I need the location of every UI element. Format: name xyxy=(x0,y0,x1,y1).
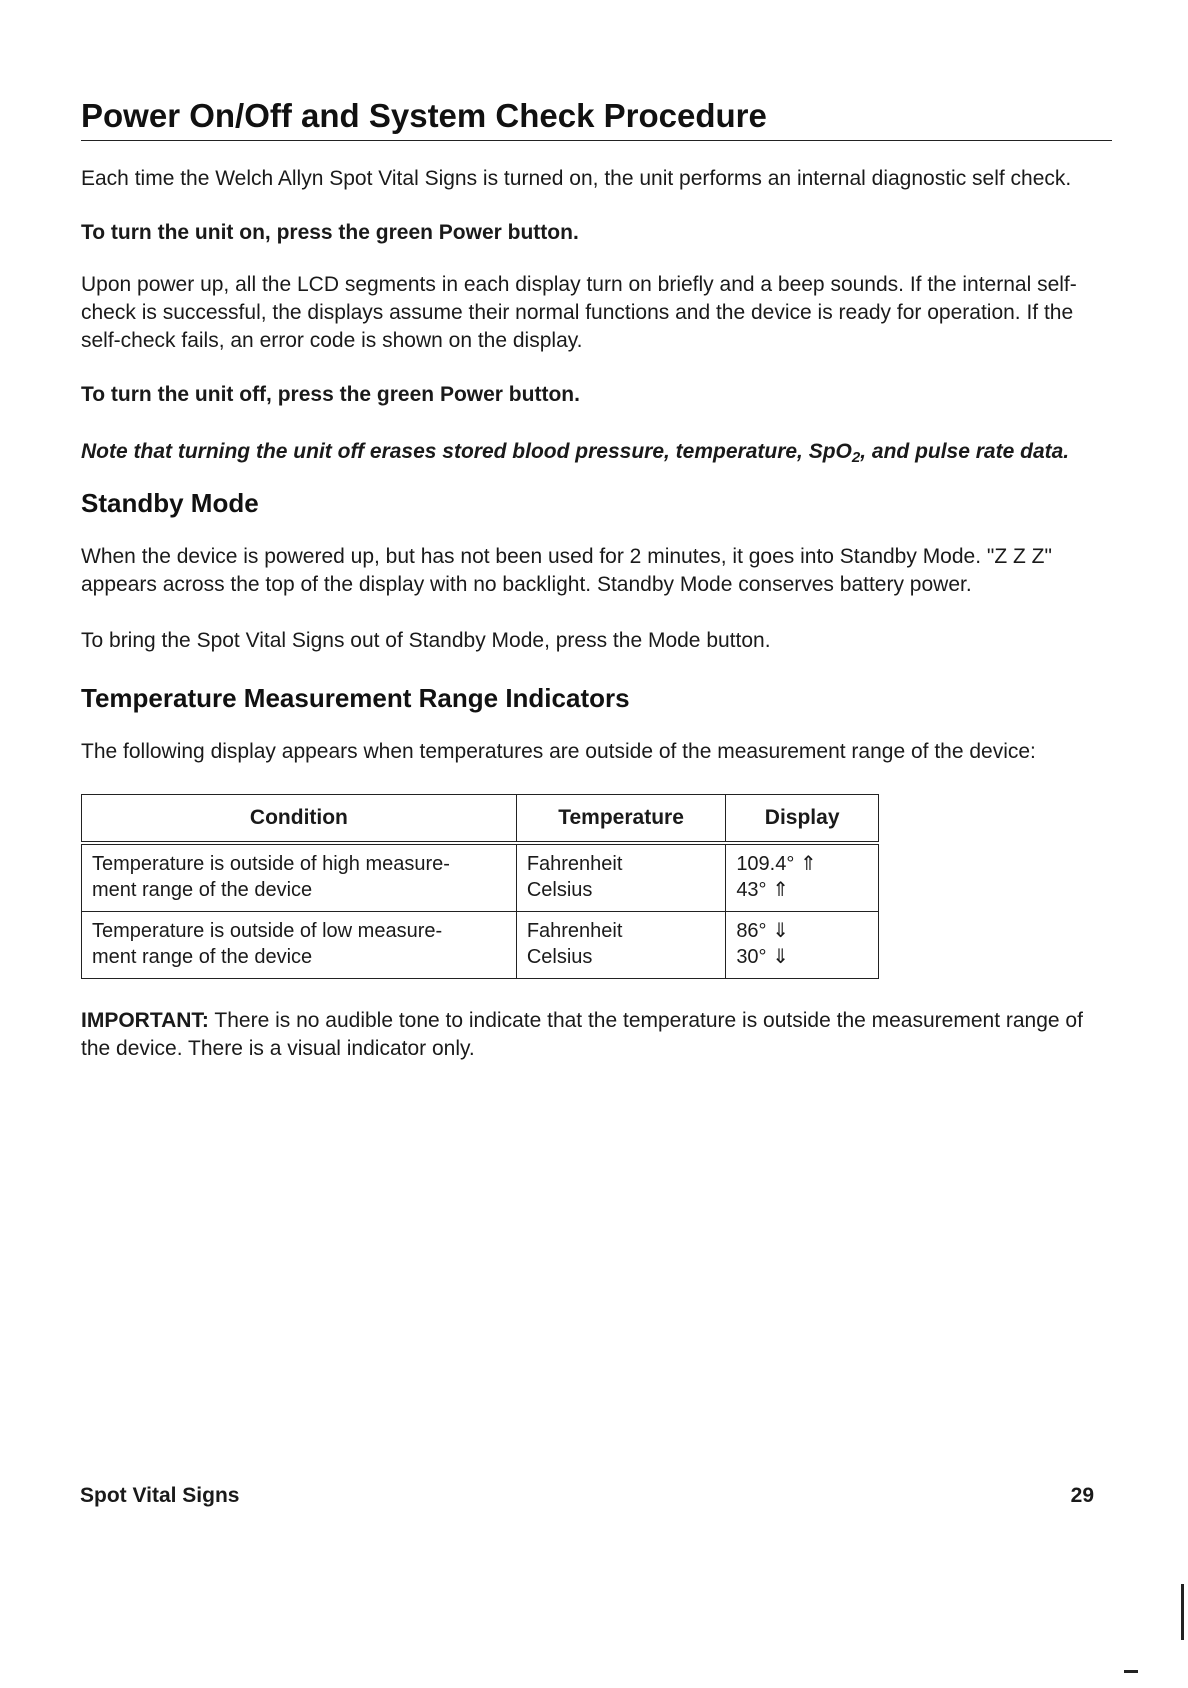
scan-edge-mark xyxy=(1181,1584,1184,1640)
page-title: Power On/Off and System Check Procedure xyxy=(81,97,1112,141)
important-label: IMPORTANT: xyxy=(81,1009,209,1032)
display-cell xyxy=(726,912,879,979)
standby-heading: Standby Mode xyxy=(81,488,259,518)
note-paragraph xyxy=(81,435,1112,468)
display-value: 86° ⇓ xyxy=(736,920,789,942)
standby-exit-paragraph: To bring the Spot Vital Signs out of Standby Mode, press the Mode button. xyxy=(81,629,771,652)
page-footer xyxy=(80,1484,1094,1508)
scan-edge-mark xyxy=(1124,1670,1138,1673)
temperature-cell xyxy=(516,912,726,979)
temperature-unit: Celsius xyxy=(526,879,593,901)
temperature-unit: Fahrenheit xyxy=(526,853,623,875)
condition-line: Temperature is outside of low measure- xyxy=(92,920,443,942)
turn-on-instruction: To turn the unit on, press the green Power button. xyxy=(81,221,579,244)
display-value: 30° ⇓ xyxy=(736,946,789,968)
header-display: Display xyxy=(726,795,879,844)
intro-paragraph: Each time the Welch Allyn Spot Vital Signs is turned on, the unit performs an internal diagnostic self check. xyxy=(81,167,1072,190)
condition-cell xyxy=(82,912,517,979)
note-subscript: 2 xyxy=(851,449,861,466)
condition-line: ment range of the device xyxy=(92,879,313,901)
display-value: 109.4° ⇑ xyxy=(736,853,817,875)
condition-cell xyxy=(82,843,517,912)
temp-range-heading: Temperature Measurement Range Indicators xyxy=(81,683,630,713)
header-condition: Condition xyxy=(82,795,517,844)
table-header-row xyxy=(82,795,879,844)
temperature-unit: Celsius xyxy=(526,946,593,968)
power-up-paragraph: Upon power up, all the LCD segments in each display turn on briefly and a beep sounds. If the internal self-check is successful, the displays assume their normal functions and the device is ready for operation. If the self-check fails, an error code is shown on the display. xyxy=(81,273,1077,352)
important-paragraph xyxy=(81,1007,1112,1063)
header-temperature: Temperature xyxy=(516,795,726,844)
display-cell xyxy=(726,843,879,912)
note-text-after: , and pulse rate data. xyxy=(860,440,1070,463)
condition-line: ment range of the device xyxy=(92,946,313,968)
standby-paragraph: When the device is powered up, but has not been used for 2 minutes, it goes into Standby Mode. "Z Z Z" appears across the top of the display with no backlight. Standby Mode conserves battery power. xyxy=(81,545,1052,596)
footer-title: Spot Vital Signs xyxy=(80,1484,240,1507)
note-text-before: Note that turning the unit off erases stored blood pressure, temperature, SpO xyxy=(81,440,852,463)
temperature-unit: Fahrenheit xyxy=(526,920,623,942)
temperature-cell xyxy=(516,843,726,912)
important-text: There is no audible tone to indicate that the temperature is outside the measurement range of the device. There is a visual indicator only. xyxy=(81,1009,1083,1060)
display-value: 43° ⇑ xyxy=(736,879,789,901)
table-row xyxy=(82,912,879,979)
condition-line: Temperature is outside of high measure- xyxy=(92,853,450,875)
page-body xyxy=(81,97,1112,1063)
temp-range-paragraph: The following display appears when temperatures are outside of the measurement range of the device: xyxy=(81,740,1036,763)
table-row xyxy=(82,843,879,912)
temp-range-table xyxy=(81,794,879,979)
turn-off-instruction: To turn the unit off, press the green Power button. xyxy=(81,383,580,406)
page-number: 29 xyxy=(1070,1484,1094,1507)
